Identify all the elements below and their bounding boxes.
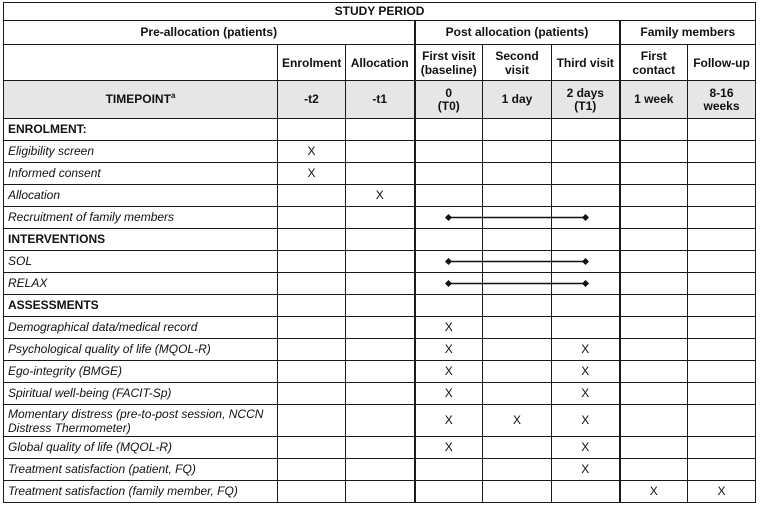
schedule-mark (415, 437, 483, 459)
empty-cell (620, 251, 688, 273)
empty-cell (278, 481, 346, 503)
empty-cell (688, 251, 756, 273)
empty-cell (346, 405, 415, 437)
empty-cell (415, 163, 483, 185)
empty-cell (278, 273, 346, 295)
empty-cell (688, 405, 756, 437)
column-header (688, 45, 756, 81)
group-post-allocation (415, 21, 620, 45)
empty-cell (688, 141, 756, 163)
empty-cell (278, 459, 346, 481)
schedule-mark (415, 339, 483, 361)
section-title-text: ENROLMENT: (8, 122, 87, 136)
row-label (4, 459, 278, 481)
empty-cell (552, 207, 620, 229)
empty-cell (620, 185, 688, 207)
section-title (4, 119, 278, 141)
empty-cell (483, 383, 552, 405)
schedule-mark-text: X (444, 413, 453, 427)
group-pre-allocation (4, 21, 415, 45)
schedule-mark (552, 361, 620, 383)
empty-cell (620, 295, 688, 317)
row-label (4, 273, 278, 295)
schedule-mark-text: X (581, 440, 590, 454)
empty-cell (278, 229, 346, 251)
empty-cell (688, 383, 756, 405)
row-label (4, 383, 278, 405)
empty-cell (552, 273, 620, 295)
column-header (415, 45, 483, 81)
empty-cell (620, 229, 688, 251)
empty-cell (415, 295, 483, 317)
empty-cell (552, 141, 620, 163)
section-title-text: INTERVENTIONS (8, 232, 106, 246)
row-label-text: Informed consent (8, 166, 101, 180)
timepoint-value-text: 2 days (T1) (566, 85, 604, 113)
empty-cell (552, 317, 620, 339)
schedule-mark (346, 185, 415, 207)
empty-cell (278, 437, 346, 459)
empty-cell (620, 405, 688, 437)
empty-cell (688, 273, 756, 295)
empty-cell (688, 229, 756, 251)
row-label (4, 437, 278, 459)
schedule-mark-text: X (581, 386, 590, 400)
study-period-title (4, 3, 756, 21)
empty-cell (483, 317, 552, 339)
schedule-mark (415, 361, 483, 383)
schedule-mark (278, 141, 346, 163)
schedule-mark-text: X (307, 166, 316, 180)
schedule-mark (552, 405, 620, 437)
schedule-mark-text: X (375, 188, 384, 202)
empty-cell (483, 163, 552, 185)
schedule-mark (552, 437, 620, 459)
empty-cell (620, 361, 688, 383)
column-header-text: First contact (632, 48, 676, 77)
schedule-mark (552, 459, 620, 481)
group-family-members (620, 21, 756, 45)
schedule-mark-text: X (512, 413, 521, 427)
empty-cell (278, 361, 346, 383)
timepoint-value (688, 81, 756, 119)
row-label (4, 163, 278, 185)
row-label-text: Eligibility screen (8, 144, 95, 158)
empty-cell (415, 273, 483, 295)
empty-cell (346, 361, 415, 383)
empty-cell (346, 163, 415, 185)
row-label-text: Ego-integrity (BMGE) (8, 364, 123, 378)
empty-cell (620, 141, 688, 163)
timepoint-value (415, 81, 483, 119)
schedule-mark-text: X (649, 484, 658, 498)
timepoint-value-text: 0 (T0) (437, 85, 460, 113)
empty-cell (483, 141, 552, 163)
column-header (620, 45, 688, 81)
row-label (4, 207, 278, 229)
empty-cell (278, 207, 346, 229)
column-header (346, 45, 415, 81)
section-title (4, 229, 278, 251)
empty-cell (688, 185, 756, 207)
timepoint-footnote-marker: a (170, 91, 176, 100)
empty-cell (415, 481, 483, 503)
group-family-members-text: Family members (640, 25, 736, 39)
empty-cell (278, 295, 346, 317)
empty-cell (688, 317, 756, 339)
schedule-mark (278, 163, 346, 185)
empty-cell (688, 361, 756, 383)
timepoint-value (552, 81, 620, 119)
empty-cell (620, 207, 688, 229)
row-label-text: Allocation (8, 188, 61, 202)
empty-cell (688, 119, 756, 141)
schedule-mark-text: X (444, 386, 453, 400)
timepoint-value-text: 8-16 weeks (703, 85, 740, 113)
column-header-text: Second visit (495, 48, 539, 77)
row-label (4, 185, 278, 207)
timepoint-label (4, 81, 278, 119)
empty-cell (688, 163, 756, 185)
timepoint-value-text: -t2 (304, 92, 319, 106)
empty-cell (620, 273, 688, 295)
empty-cell (278, 383, 346, 405)
timepoint-value (483, 81, 552, 119)
timepoint-value-text: 1 week (634, 92, 674, 106)
empty-cell (483, 339, 552, 361)
header-blank (4, 45, 278, 81)
empty-cell (552, 119, 620, 141)
empty-cell (346, 229, 415, 251)
schedule-mark-text: X (581, 364, 590, 378)
empty-cell (483, 119, 552, 141)
column-header (552, 45, 620, 81)
empty-cell (483, 251, 552, 273)
timepoint-value (620, 81, 688, 119)
empty-cell (620, 163, 688, 185)
row-label-text: Global quality of life (MQOL-R) (8, 440, 173, 454)
empty-cell (688, 339, 756, 361)
empty-cell (552, 251, 620, 273)
schedule-mark (415, 405, 483, 437)
empty-cell (620, 459, 688, 481)
empty-cell (688, 207, 756, 229)
column-header-text: Third visit (556, 55, 614, 70)
row-label-text: Psychological quality of life (MQOL-R) (8, 342, 211, 356)
row-label-text: Demographical data/medical record (8, 320, 198, 334)
empty-cell (346, 251, 415, 273)
row-label-text: SOL (8, 254, 33, 268)
empty-cell (415, 459, 483, 481)
column-header-text: Follow-up (693, 55, 750, 70)
row-label-text: Treatment satisfaction (family member, FQ) (8, 484, 238, 498)
schedule-mark-text: X (581, 413, 590, 427)
schedule-mark (552, 339, 620, 361)
schedule-mark (552, 383, 620, 405)
empty-cell (688, 459, 756, 481)
empty-cell (483, 207, 552, 229)
schedule-mark-text: X (581, 342, 590, 356)
empty-cell (346, 141, 415, 163)
timepoint-value-text: -t1 (372, 92, 388, 106)
empty-cell (278, 317, 346, 339)
empty-cell (415, 141, 483, 163)
empty-cell (620, 317, 688, 339)
row-label (4, 251, 278, 273)
empty-cell (620, 119, 688, 141)
empty-cell (346, 437, 415, 459)
row-label (4, 481, 278, 503)
empty-cell (415, 229, 483, 251)
empty-cell (346, 339, 415, 361)
timepoint-value (346, 81, 415, 119)
row-label-text: Momentary distress (pre-to-post session, NCCN Distress Thermometer) (8, 406, 264, 435)
empty-cell (415, 251, 483, 273)
empty-cell (552, 229, 620, 251)
row-label (4, 339, 278, 361)
empty-cell (688, 295, 756, 317)
row-label-text: Spiritual well-being (FACIT-Sp) (8, 386, 172, 400)
row-label (4, 141, 278, 163)
empty-cell (688, 437, 756, 459)
empty-cell (620, 383, 688, 405)
schedule-mark-text: X (444, 440, 453, 454)
timepoint-label-text: TIMEPOINT (105, 92, 171, 106)
section-title (4, 295, 278, 317)
schedule-mark-text: X (444, 342, 453, 356)
empty-cell (278, 119, 346, 141)
empty-cell (552, 295, 620, 317)
schedule-mark (415, 317, 483, 339)
empty-cell (415, 207, 483, 229)
empty-cell (483, 229, 552, 251)
schedule-mark-text: X (444, 320, 453, 334)
schedule-mark-text: X (444, 364, 453, 378)
empty-cell (620, 339, 688, 361)
column-header-text: Enrolment (282, 55, 342, 70)
empty-cell (346, 317, 415, 339)
group-pre-allocation-text: Pre-allocation (patients) (140, 25, 278, 39)
empty-cell (552, 185, 620, 207)
empty-cell (346, 119, 415, 141)
empty-cell (278, 185, 346, 207)
empty-cell (346, 207, 415, 229)
empty-cell (278, 339, 346, 361)
empty-cell (552, 481, 620, 503)
timepoint-value (278, 81, 346, 119)
empty-cell (278, 251, 346, 273)
row-label (4, 317, 278, 339)
empty-cell (346, 383, 415, 405)
schedule-mark (483, 405, 552, 437)
study-period-title-text: STUDY PERIOD (334, 4, 425, 18)
row-label (4, 361, 278, 383)
schedule-mark (688, 481, 756, 503)
empty-cell (346, 481, 415, 503)
row-label (4, 405, 278, 437)
schedule-table (3, 2, 756, 503)
schedule-mark-text: X (307, 144, 316, 158)
empty-cell (278, 405, 346, 437)
empty-cell (346, 295, 415, 317)
column-header-text: First visit (baseline) (420, 48, 477, 77)
section-title-text: ASSESSMENTS (8, 298, 99, 312)
empty-cell (415, 119, 483, 141)
row-label-text: Recruitment of family members (8, 210, 175, 224)
empty-cell (620, 437, 688, 459)
row-label-text: RELAX (8, 276, 48, 290)
schedule-mark-text: X (581, 462, 590, 476)
empty-cell (483, 481, 552, 503)
column-header (483, 45, 552, 81)
schedule-mark (415, 383, 483, 405)
column-header (278, 45, 346, 81)
empty-cell (552, 163, 620, 185)
schedule-mark-text: X (717, 484, 726, 498)
column-header-text: Allocation (350, 55, 409, 70)
group-post-allocation-text: Post allocation (patients) (445, 25, 589, 39)
empty-cell (483, 273, 552, 295)
empty-cell (346, 459, 415, 481)
empty-cell (483, 185, 552, 207)
schedule-mark (620, 481, 688, 503)
empty-cell (483, 437, 552, 459)
timepoint-value-text: 1 day (501, 92, 533, 106)
empty-cell (483, 295, 552, 317)
empty-cell (483, 361, 552, 383)
empty-cell (483, 459, 552, 481)
row-label-text: Treatment satisfaction (patient, FQ) (8, 462, 196, 476)
empty-cell (346, 273, 415, 295)
empty-cell (415, 185, 483, 207)
